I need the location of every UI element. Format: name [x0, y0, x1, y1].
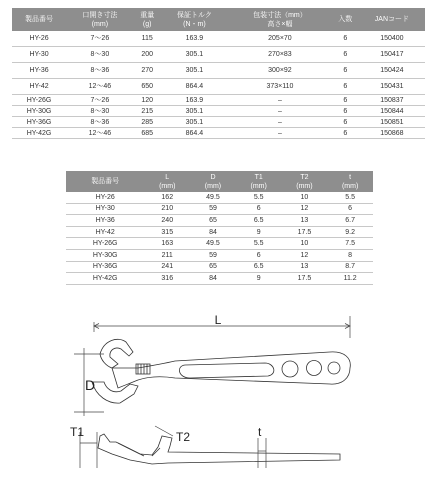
spec-header-cell [66, 8, 134, 31]
spec-header-text: (mm) [91, 20, 109, 28]
spec-cell: HY-26 [12, 31, 66, 47]
spec-cell: – [228, 128, 332, 139]
spec-cell: 6 [332, 128, 359, 139]
dimension-header-cell [236, 171, 282, 192]
dimension-cell: 8 [327, 249, 373, 261]
dimension-cell: HY-26 [66, 192, 144, 203]
dimension-header-row [66, 171, 373, 192]
dimension-cell: 9.2 [327, 226, 373, 238]
spec-cell: 650 [134, 79, 161, 95]
spec-cell: 150431 [359, 79, 425, 95]
dimension-cell: 241 [144, 261, 190, 273]
spec-header-text: 入数 [338, 16, 353, 23]
dimension-header-cell [144, 171, 190, 192]
spec-cell: 6 [332, 63, 359, 79]
spec-cell: 8〜36 [66, 63, 134, 79]
spec-cell: 12〜46 [66, 128, 134, 139]
spec-cell: 150424 [359, 63, 425, 79]
spec-cell: 373×110 [228, 79, 332, 95]
spec-row [12, 31, 425, 47]
wrench-drawing [0, 308, 433, 480]
spec-cell: 270×83 [228, 47, 332, 63]
dimension-row [66, 226, 373, 238]
spec-header-text: 保証トルク [176, 11, 212, 19]
dimension-header-text: L [165, 173, 170, 181]
spec-header-text: JANコード [374, 16, 410, 23]
spec-cell: 6 [332, 117, 359, 128]
wrench-top-view [98, 434, 340, 464]
dimension-cell: 6 [327, 203, 373, 215]
dimension-header-text: t [349, 173, 352, 181]
spec-cell: 8〜30 [66, 47, 134, 63]
spec-cell: 200 [134, 47, 161, 63]
spec-cell: 163.9 [161, 95, 228, 106]
dimension-cell: 5.5 [236, 238, 282, 250]
spec-cell: 205×70 [228, 31, 332, 47]
dimension-cell: 316 [144, 273, 190, 285]
dimension-cell: 211 [144, 249, 190, 261]
dimension-cell: HY-30G [66, 249, 144, 261]
spec-cell: HY-42 [12, 79, 66, 95]
dimension-cell: HY-36 [66, 215, 144, 227]
spec-cell: 305.1 [161, 47, 228, 63]
spec-cell: 305.1 [161, 117, 228, 128]
spec-cell: HY-42G [12, 128, 66, 139]
spec-cell: 163.9 [161, 31, 228, 47]
spec-cell: 150400 [359, 31, 425, 47]
label-T2: T2 [176, 430, 191, 444]
spec-cell: 8〜36 [66, 117, 134, 128]
spec-cell: 215 [134, 106, 161, 117]
spec-cell: HY-30G [12, 106, 66, 117]
dimension-header-text: (mm) [159, 182, 176, 190]
spec-cell: 150844 [359, 106, 425, 117]
dimension-row [66, 192, 373, 203]
spec-cell: 6 [332, 79, 359, 95]
dimension-cell: HY-36G [66, 261, 144, 273]
spec-row [12, 117, 425, 128]
spec-table [12, 8, 425, 139]
spec-cell: 300×92 [228, 63, 332, 79]
dimension-cell: 59 [190, 249, 236, 261]
dimension-cell: HY-42 [66, 226, 144, 238]
spec-header-text: 口開き寸法 [82, 11, 118, 19]
spec-cell: 150417 [359, 47, 425, 63]
spec-cell: 305.1 [161, 63, 228, 79]
spec-cell: HY-26G [12, 95, 66, 106]
spec-header-text: (N・m) [183, 20, 206, 28]
dimension-row [66, 261, 373, 273]
spec-cell: 12〜46 [66, 79, 134, 95]
dimension-header-text: T1 [254, 173, 263, 181]
spec-header-cell [134, 8, 161, 31]
spec-cell: 864.4 [161, 79, 228, 95]
spec-cell: 270 [134, 63, 161, 79]
dimension-cell: 17.5 [282, 273, 328, 285]
dimension-cell: 6 [236, 249, 282, 261]
length-dimension [94, 316, 350, 338]
dimension-cell: 6 [236, 203, 282, 215]
dimension-row [66, 215, 373, 227]
spec-header-row [12, 8, 425, 31]
dimension-cell: 13 [282, 261, 328, 273]
spec-row [12, 95, 425, 106]
spec-row [12, 79, 425, 95]
dimension-row [66, 273, 373, 285]
spec-cell: HY-30 [12, 47, 66, 63]
dimension-header-text: (mm) [250, 182, 267, 190]
spec-cell: 685 [134, 128, 161, 139]
spec-cell: 8〜30 [66, 106, 134, 117]
spec-header-text: 高さ×幅 [267, 20, 293, 28]
dimension-cell: 11.2 [327, 273, 373, 285]
dimension-header-cell [282, 171, 328, 192]
dimension-cell: 84 [190, 226, 236, 238]
dimension-row [66, 249, 373, 261]
spec-table-body [12, 31, 425, 139]
dimension-cell: 65 [190, 215, 236, 227]
dimension-cell: 10 [282, 238, 328, 250]
dimension-cell: HY-30 [66, 203, 144, 215]
label-T1: T1 [70, 425, 85, 439]
dimension-cell: 49.5 [190, 238, 236, 250]
dimension-table [66, 171, 373, 285]
dimension-cell: 7.5 [327, 238, 373, 250]
dimension-cell: 9 [236, 273, 282, 285]
spec-cell: – [228, 117, 332, 128]
dimension-cell: 12 [282, 203, 328, 215]
spec-cell: – [228, 106, 332, 117]
dimension-cell: 17.5 [282, 226, 328, 238]
dimension-cell: 65 [190, 261, 236, 273]
dimension-header-text: (mm) [296, 182, 313, 190]
spec-cell: 6 [332, 95, 359, 106]
spec-cell: 120 [134, 95, 161, 106]
dimension-cell: 8.7 [327, 261, 373, 273]
dimension-cell: 9 [236, 226, 282, 238]
wrench-side-view [92, 339, 350, 403]
spec-header-cell [161, 8, 228, 31]
spec-header-text: 重量 [140, 11, 155, 19]
dimension-header-cell [66, 171, 144, 192]
dimension-cell: 13 [282, 215, 328, 227]
dimension-cell: 59 [190, 203, 236, 215]
spec-header-text: 製品番号 [25, 16, 54, 23]
spec-header-text: 包装寸法（mm） [253, 11, 307, 19]
spec-header-cell [228, 8, 332, 31]
spec-row [12, 106, 425, 117]
spec-header-cell [332, 8, 359, 31]
dimension-header-text: (mm) [341, 182, 359, 190]
spec-cell: 285 [134, 117, 161, 128]
spec-cell: HY-36G [12, 117, 66, 128]
dimension-cell: HY-26G [66, 238, 144, 250]
spec-cell: 150837 [359, 95, 425, 106]
spec-cell: 7〜26 [66, 95, 134, 106]
spec-row [12, 63, 425, 79]
dimension-cell: 5.5 [236, 192, 282, 203]
dimension-cell: 5.5 [327, 192, 373, 203]
dimension-header-cell [327, 171, 373, 192]
dimension-cell: 49.5 [190, 192, 236, 203]
spec-cell: – [228, 95, 332, 106]
dimension-header-cell [190, 171, 236, 192]
label-L: L [214, 313, 222, 327]
dimension-cell: 84 [190, 273, 236, 285]
spec-header-cell [12, 8, 66, 31]
dimension-cell: 10 [282, 192, 328, 203]
dimension-header-text: T2 [300, 173, 309, 181]
spec-cell: 115 [134, 31, 161, 47]
label-D: D [84, 377, 96, 393]
dimension-cell: 6.5 [236, 261, 282, 273]
dimension-row [66, 203, 373, 215]
dimension-header-text: 製品番号 [91, 178, 120, 185]
spec-cell: 864.4 [161, 128, 228, 139]
dimension-cell: 240 [144, 215, 190, 227]
spec-cell: 150868 [359, 128, 425, 139]
dimension-table-body [66, 192, 373, 284]
dimension-cell: 6.7 [327, 215, 373, 227]
dimension-cell: 12 [282, 249, 328, 261]
spec-cell: 305.1 [161, 106, 228, 117]
dimension-cell: 162 [144, 192, 190, 203]
spec-cell: 150851 [359, 117, 425, 128]
spec-header-text: (g) [142, 20, 152, 28]
spec-cell: 6 [332, 106, 359, 117]
spec-cell: HY-36 [12, 63, 66, 79]
dimension-cell: 6.5 [236, 215, 282, 227]
dimension-cell: 163 [144, 238, 190, 250]
dimension-row [66, 238, 373, 250]
spec-cell: 7〜26 [66, 31, 134, 47]
dimension-cell: HY-42G [66, 273, 144, 285]
spec-row [12, 128, 425, 139]
dimension-cell: 210 [144, 203, 190, 215]
spec-row [12, 47, 425, 63]
dimension-header-text: (mm) [204, 182, 222, 190]
dimension-cell: 315 [144, 226, 190, 238]
spec-cell: 6 [332, 31, 359, 47]
label-t: t [258, 425, 262, 439]
spec-cell: 6 [332, 47, 359, 63]
spec-header-cell [359, 8, 425, 31]
dimension-header-text: D [210, 173, 216, 181]
